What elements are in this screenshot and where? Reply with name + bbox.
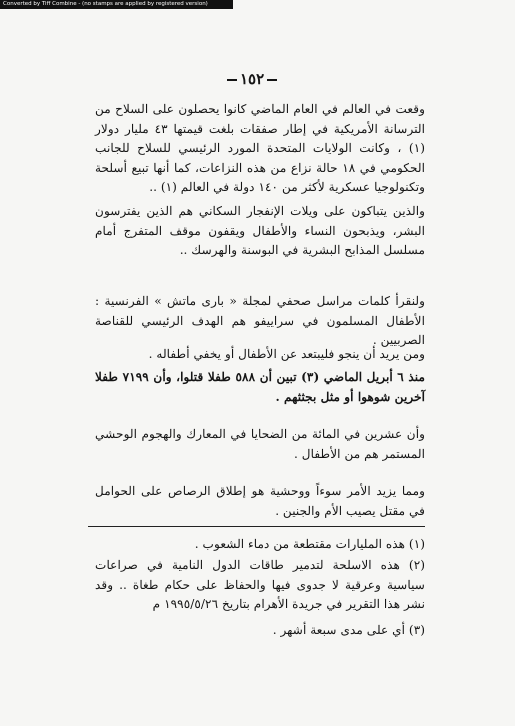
paragraph-7 — [95, 482, 425, 521]
footnote-3-text: (٣) أي على مدى سبعة أشهر . — [272, 623, 425, 637]
converter-banner: Converted by Tiff Combine - (no stamps are applied by registered version) — [0, 0, 233, 9]
paragraph-3 — [95, 292, 425, 351]
paragraph-7-text: ومما يزيد الأمر سوءاً ووحشية هو إطلاق الرصاص على الحوامل في مقتل يصيب الأم والجنين . — [95, 484, 425, 518]
page-number — [224, 70, 280, 88]
paragraph-5 — [95, 368, 425, 407]
paragraph-6-text: وأن عشرين في المائة من الضحايا في المعارك والهجوم الوحشي المستمر هم من الأطفال . — [95, 427, 425, 461]
paragraph-4 — [95, 345, 425, 365]
paragraph-6 — [95, 425, 425, 464]
paragraph-2 — [95, 202, 425, 261]
footnote-divider — [88, 526, 425, 527]
paragraph-1 — [95, 100, 425, 198]
paragraph-5-text: منذ ٦ أبريل الماضي (٣) تبين أن ٥٨٨ طفلا قتلوا، وأن ٧١٩٩ طفلا آخرين شوهوا أو مثل بجثثهم . — [95, 370, 425, 404]
page-number-dash — [267, 79, 277, 81]
paragraph-3-text: ولنقرأ كلمات مراسل صحفي لمجلة « بارى ماتش » الفرنسية : الأطفال المسلمون في سراييفو هم الهدف الرئيسي للقناصة الصربيين . — [95, 294, 425, 347]
footnote-3 — [95, 621, 425, 641]
footnote-2-text: (٢) هذه الاسلحة لتدمير طاقات الدول النامية في صراعات سياسية وعرقية لا جدوى فيها والحفاظ على حكام طغاة .. وقد نشر هذا التقرير في جريدة الأهرام بتاريخ ١٩٩٥/٥/٢٦ م — [95, 558, 425, 611]
paragraph-4-text: ومن يريد أن ينجو فليبتعد عن الأطفال أو يخفي أطفاله . — [148, 347, 425, 361]
footnote-2 — [95, 556, 425, 615]
footnote-1 — [95, 535, 425, 555]
page-number-dash — [227, 79, 237, 81]
footnote-1-text: (١) هذه المليارات مقتطعة من دماء الشعوب . — [194, 537, 425, 551]
paragraph-2-text: والذين يتباكون على ويلات الإنفجار السكاني هم الذين يفترسون البشر، ويذبحون النساء والأطفال ويقفون موقف المتفرج أمام مسلسل المذابح البشرية في البوسنة والهرسك .. — [95, 204, 425, 257]
paragraph-1-text: وقعت في العالم في العام الماضي كانوا يحصلون على السلاح من الترسانة الأمريكية في إطار صفقات بلغت قيمتها ٤٣ مليار دولار (١) ، وكانت الولايات المتحدة المورد الرئيسي للسلاح للجانب الحكومي في ١٨ حالة نزاع من هذه النزاعات، كما أنها تبيع أسلحة وتكنولوجيا عسكرية لأكثر من ١٤٠ دولة في العالم (١) .. — [95, 102, 425, 194]
page-number-value: ١٥٢ — [240, 70, 265, 88]
